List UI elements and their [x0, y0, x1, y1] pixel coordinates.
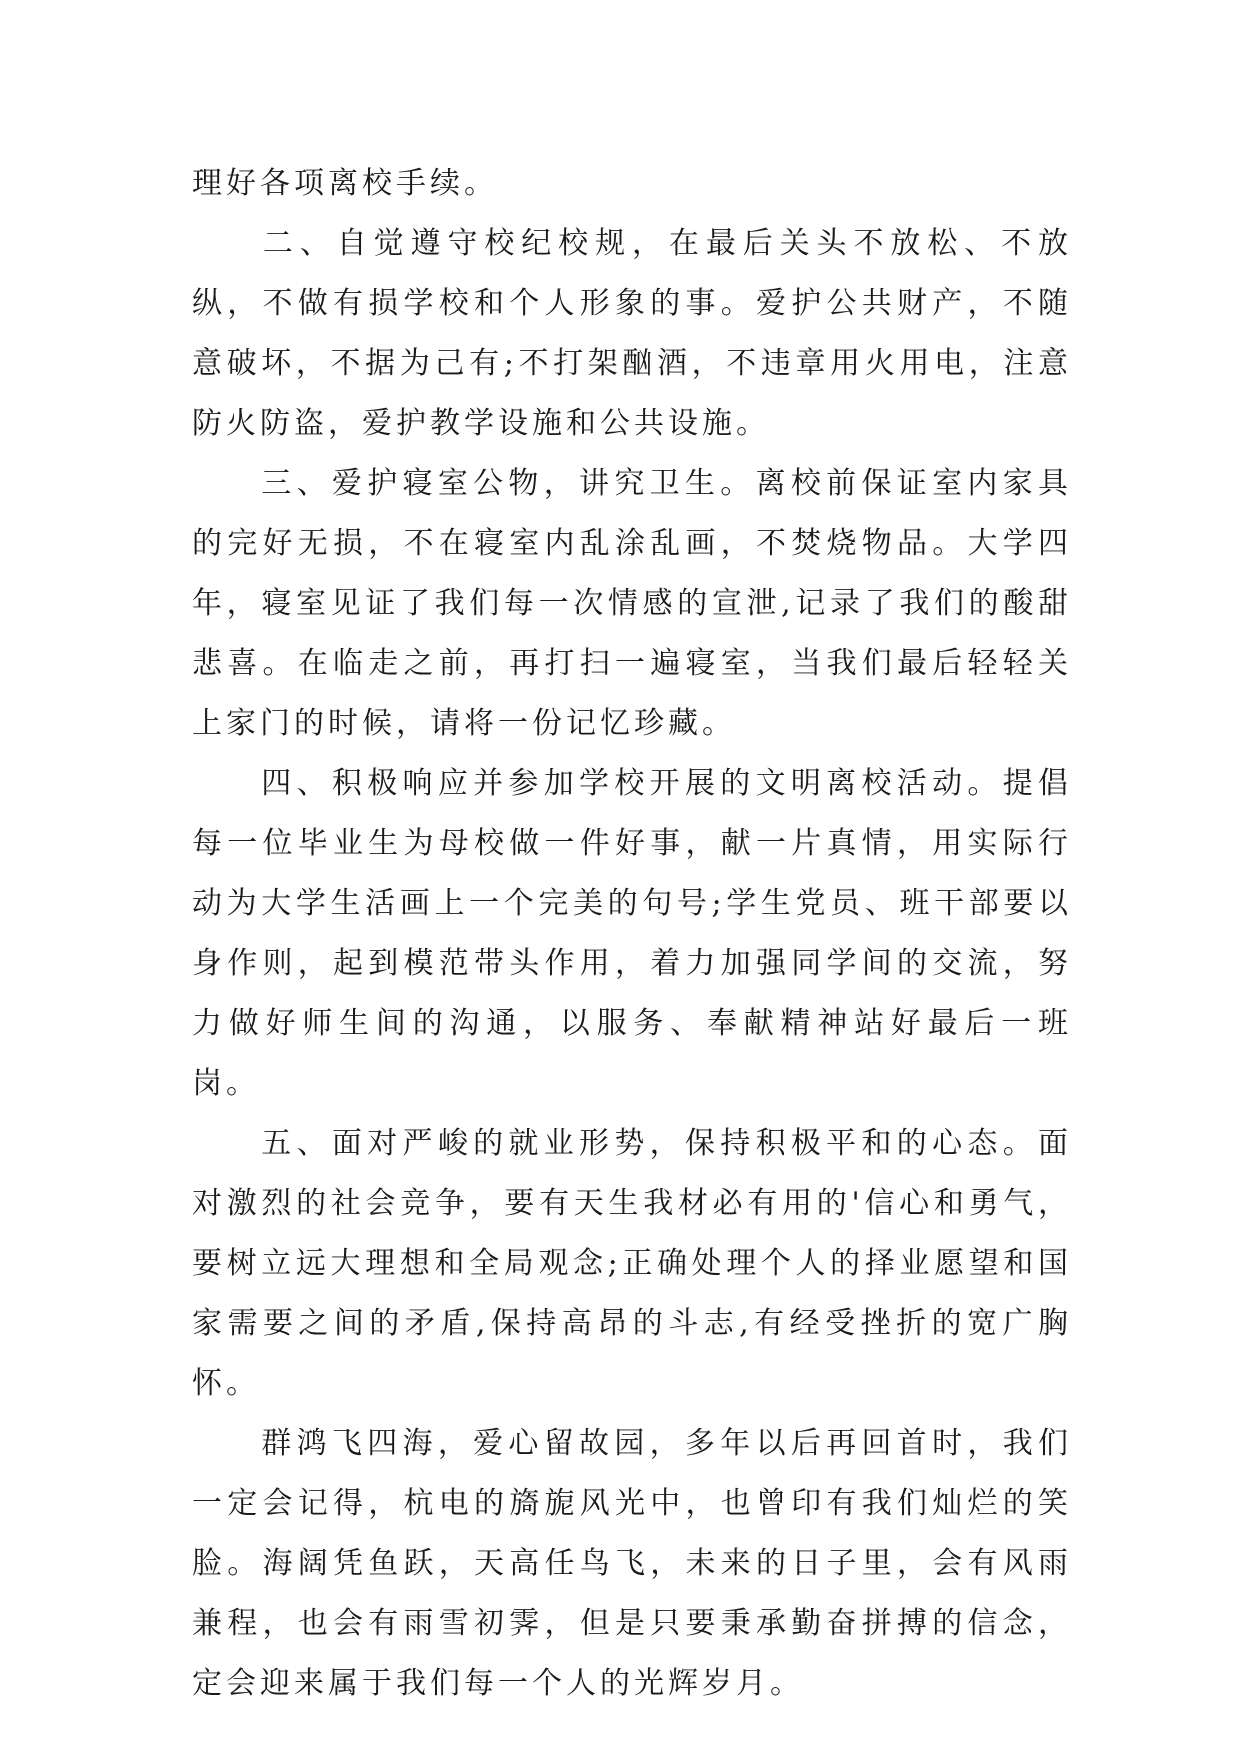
paragraph-3-text: 三、爱护寝室公物，讲究卫生。离校前保证室内家具的完好无损，不在寝室内乱涂乱画，不焚烧物品。大学四年，寝室见证了我们每一次情感的宣泄,记录了我们的酸甜悲喜。在临走之前，再打扫一遍寝室，当我们最后轻轻关上家门的时候，请将一份记忆珍藏。 — [192, 466, 1072, 741]
paragraph-5 — [192, 1114, 1072, 1414]
paragraph-5-text: 五、面对严峻的就业形势，保持积极平和的心态。面对激烈的社会竞争，要有天生我材必有用的'信心和勇气，要树立远大理想和全局观念;正确处理个人的择业愿望和国家需要之间的矛盾,保持高昂的斗志,有经受挫折的宽广胸怀。 — [192, 1126, 1072, 1401]
paragraph-6-text: 群鸿飞四海，爱心留故园，多年以后再回首时，我们一定会记得，杭电的旖旎风光中，也曾印有我们灿烂的笑脸。海阔凭鱼跃，天高任鸟飞，未来的日子里，会有风雨兼程，也会有雨雪初霁，但是只要秉承勤奋拼搏的信念，定会迎来属于我们每一个人的光辉岁月。 — [192, 1426, 1072, 1701]
paragraph-4-text: 四、积极响应并参加学校开展的文明离校活动。提倡每一位毕业生为母校做一件好事，献一片真情，用实际行动为大学生活画上一个完美的句号;学生党员、班干部要以身作则，起到模范带头作用，着力加强同学间的交流，努力做好师生间的沟通，以服务、奉献精神站好最后一班岗。 — [192, 766, 1072, 1101]
paragraph-1 — [192, 154, 1072, 214]
paragraph-2 — [192, 214, 1072, 454]
paragraph-2-text: 二、自觉遵守校纪校规，在最后关头不放松、不放纵，不做有损学校和个人形象的事。爱护公共财产，不随意破坏，不据为己有;不打架酗酒，不违章用火用电，注意防火防盗，爱护教学设施和公共设施。 — [192, 226, 1072, 441]
document-body — [192, 154, 1072, 1714]
paragraph-3 — [192, 454, 1072, 754]
paragraph-1-text: 理好各项离校手续。 — [192, 166, 498, 201]
paragraph-4 — [192, 754, 1072, 1114]
paragraph-6 — [192, 1414, 1072, 1714]
